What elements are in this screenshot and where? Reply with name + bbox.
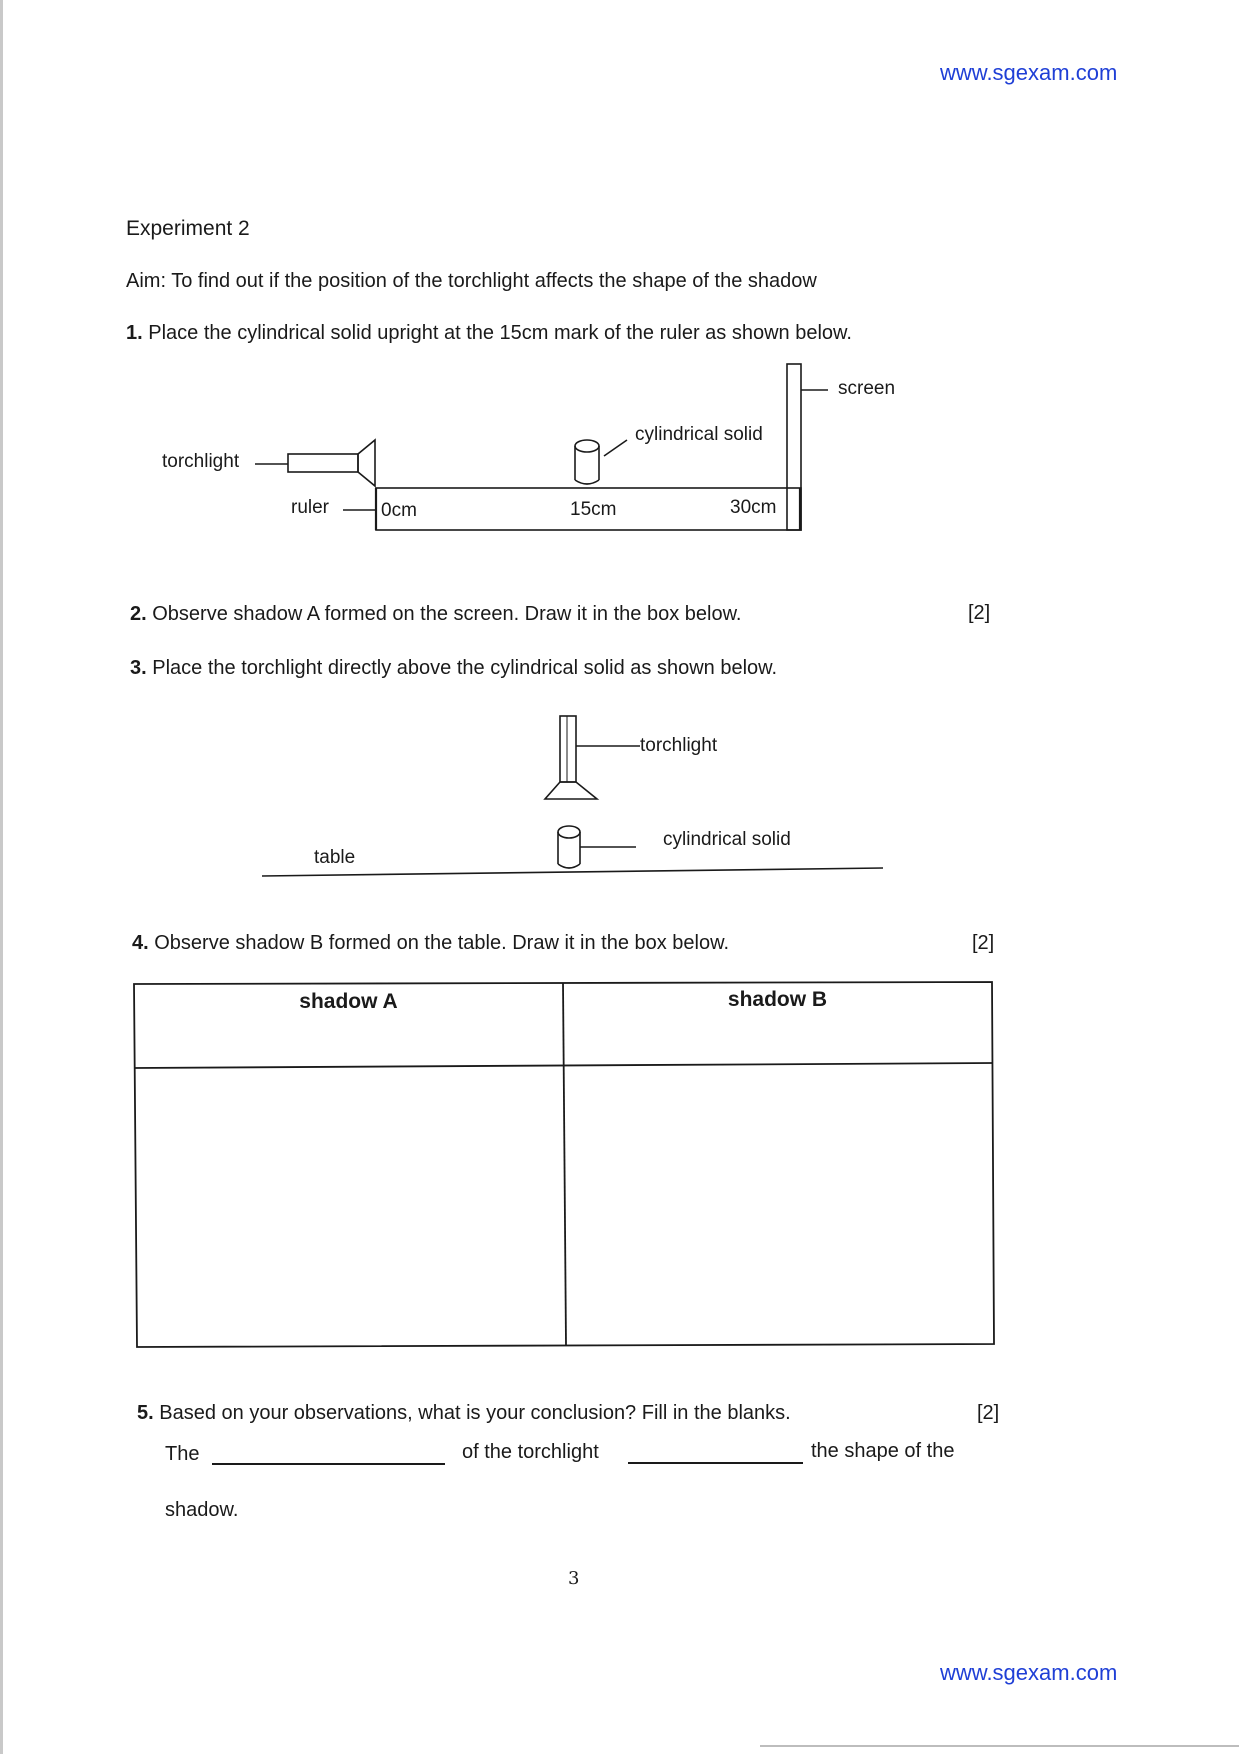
label-cylindrical-solid: cylindrical solid [635,424,763,445]
conclusion-text-end: the shape of the [811,1440,955,1462]
aim-text: To find out if the position of the torchlight affects the shape of the shadow [171,270,817,292]
step-number: 4. [132,932,149,954]
label-cylindrical-solid-2: cylindrical solid [663,829,791,850]
step-4-marks: [2] [972,932,995,954]
label-torchlight: torchlight [162,451,240,472]
label-screen: screen [838,378,896,399]
section-title: Experiment 2 [126,217,250,240]
conclusion-text-middle: of the torchlight [462,1441,599,1463]
ruler-mark-15: 15cm [570,499,617,520]
step-2-marks: [2] [968,602,991,624]
header-link[interactable]: www.sgexam.com [940,60,1118,85]
step-text: Place the cylindrical solid upright at the 15cm mark of the ruler as shown below. [148,322,852,344]
table-header-shadow-b: shadow B [727,988,828,1011]
drawing-area-shadow-a[interactable] [137,1070,563,1344]
step-number: 2. [130,603,147,625]
step-text: Observe shadow B formed on the table. Draw it in the box below. [154,932,730,954]
step-text: Based on your observations, what is your conclusion? Fill in the blanks. [159,1402,791,1424]
table-header-shadow-a: shadow A [299,990,398,1013]
label-ruler: ruler [291,497,330,518]
page-number: 3 [568,1568,580,1589]
step-5 [137,1402,791,1425]
drawing-area-shadow-b[interactable] [567,1066,993,1344]
blank-1[interactable] [212,1462,445,1465]
step-text: Observe shadow A formed on the screen. Draw it in the box below. [152,603,742,625]
blank-2[interactable] [628,1461,803,1464]
footer-link[interactable]: www.sgexam.com [940,1660,1118,1685]
conclusion-text-the: The [165,1443,200,1465]
step-number: 5. [137,1402,154,1424]
conclusion-text-shadow: shadow. [165,1499,239,1521]
label-table: table [314,847,356,868]
step-number: 3. [130,657,147,679]
step-text: Place the torchlight directly above the cylindrical solid as shown below. [152,657,778,679]
aim-label: Aim: [126,270,166,292]
step-5-marks: [2] [977,1402,1000,1424]
ruler-mark-0: 0cm [381,500,417,521]
label-torchlight-2: torchlight [640,735,718,756]
ruler-mark-30: 30cm [730,497,777,518]
step-number: 1. [126,322,143,344]
